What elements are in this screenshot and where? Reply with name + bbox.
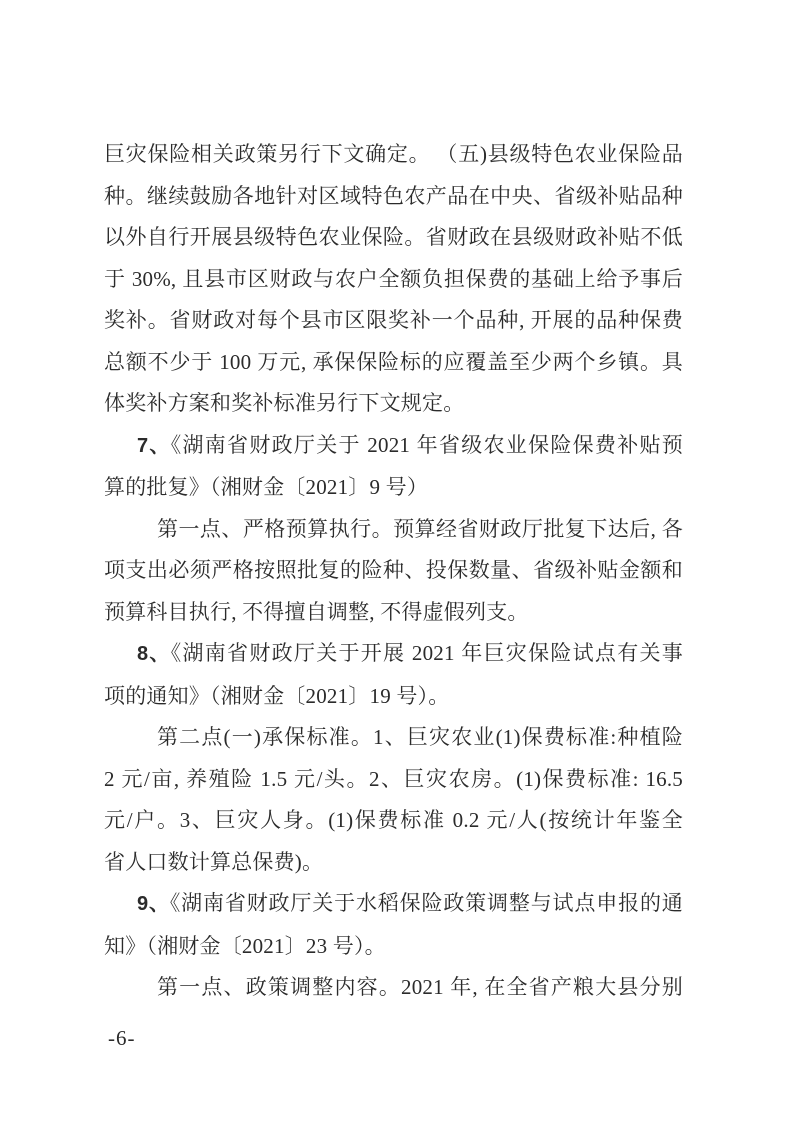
- text-line: 第一点、政策调整内容。2021 年, 在全省产粮大县分别: [157, 975, 683, 999]
- text-line: 7、《湖南省财政厅关于 2021 年省级农业保险保费补贴预: [137, 432, 683, 457]
- text-line: 体奖补方案和奖补标准另行下文规定。: [104, 391, 465, 415]
- text-line: 总额不少于 100 万元, 承保保险标的应覆盖至少两个乡镇。具: [104, 349, 683, 374]
- text-line: 2 元/亩, 养殖险 1.5 元/头。2、巨灾农房。(1)保费标准: 16.5: [104, 766, 683, 791]
- page-number: -6-: [108, 1026, 136, 1050]
- text-line: 8、《湖南省财政厅关于开展 2021 年巨灾保险试点有关事: [137, 641, 683, 665]
- text-line: 巨灾保险相关政策另行下文确定。 （五)县级特色农业保险品: [104, 142, 683, 166]
- item-number: 7、: [137, 434, 171, 457]
- text-line: 以外自行开展县级特色农业保险。省财政在县级财政补贴不低: [104, 225, 683, 249]
- text-line: 于 30%, 且县市区财政与农户全额负担保费的基础上给予事后: [104, 266, 683, 291]
- text-line: 预算科目执行, 不得擅自调整, 不得虚假列支。: [104, 599, 529, 624]
- item-number: 9、: [137, 893, 170, 915]
- text-line: 第二点(一)承保标准。1、巨灾农业(1)保费标准:种植险: [157, 725, 683, 749]
- text-line: 项的通知》（湘财金〔2021〕19 号）。: [104, 683, 450, 708]
- text-line: 项支出必须严格按照批复的险种、投保数量、省级补贴金额和: [104, 558, 683, 582]
- text-line: 省人口数计算总保费)。: [104, 849, 324, 874]
- text-line: 元/户。3、巨灾人身。(1)保费标准 0.2 元/人(按统计年鉴全: [104, 808, 683, 832]
- text-line: 种。继续鼓励各地针对区域特色农产品在中央、省级补贴品种: [104, 183, 683, 208]
- text-line: 算的批复》（湘财金〔2021〕9 号）: [104, 475, 429, 499]
- text-line: 9、《湖南省财政厅关于水稻保险政策调整与试点申报的通: [137, 891, 683, 915]
- text-block: [104, 134, 683, 1009]
- item-number: 8、: [137, 643, 171, 665]
- text-line: 奖补。省财政对每个县市区限奖补一个品种, 开展的品种保费: [104, 308, 683, 332]
- text-line: 知》（湘财金〔2021〕23 号）。: [104, 933, 386, 958]
- text-line: 第一点、严格预算执行。预算经省财政厅批复下达后, 各: [157, 516, 683, 541]
